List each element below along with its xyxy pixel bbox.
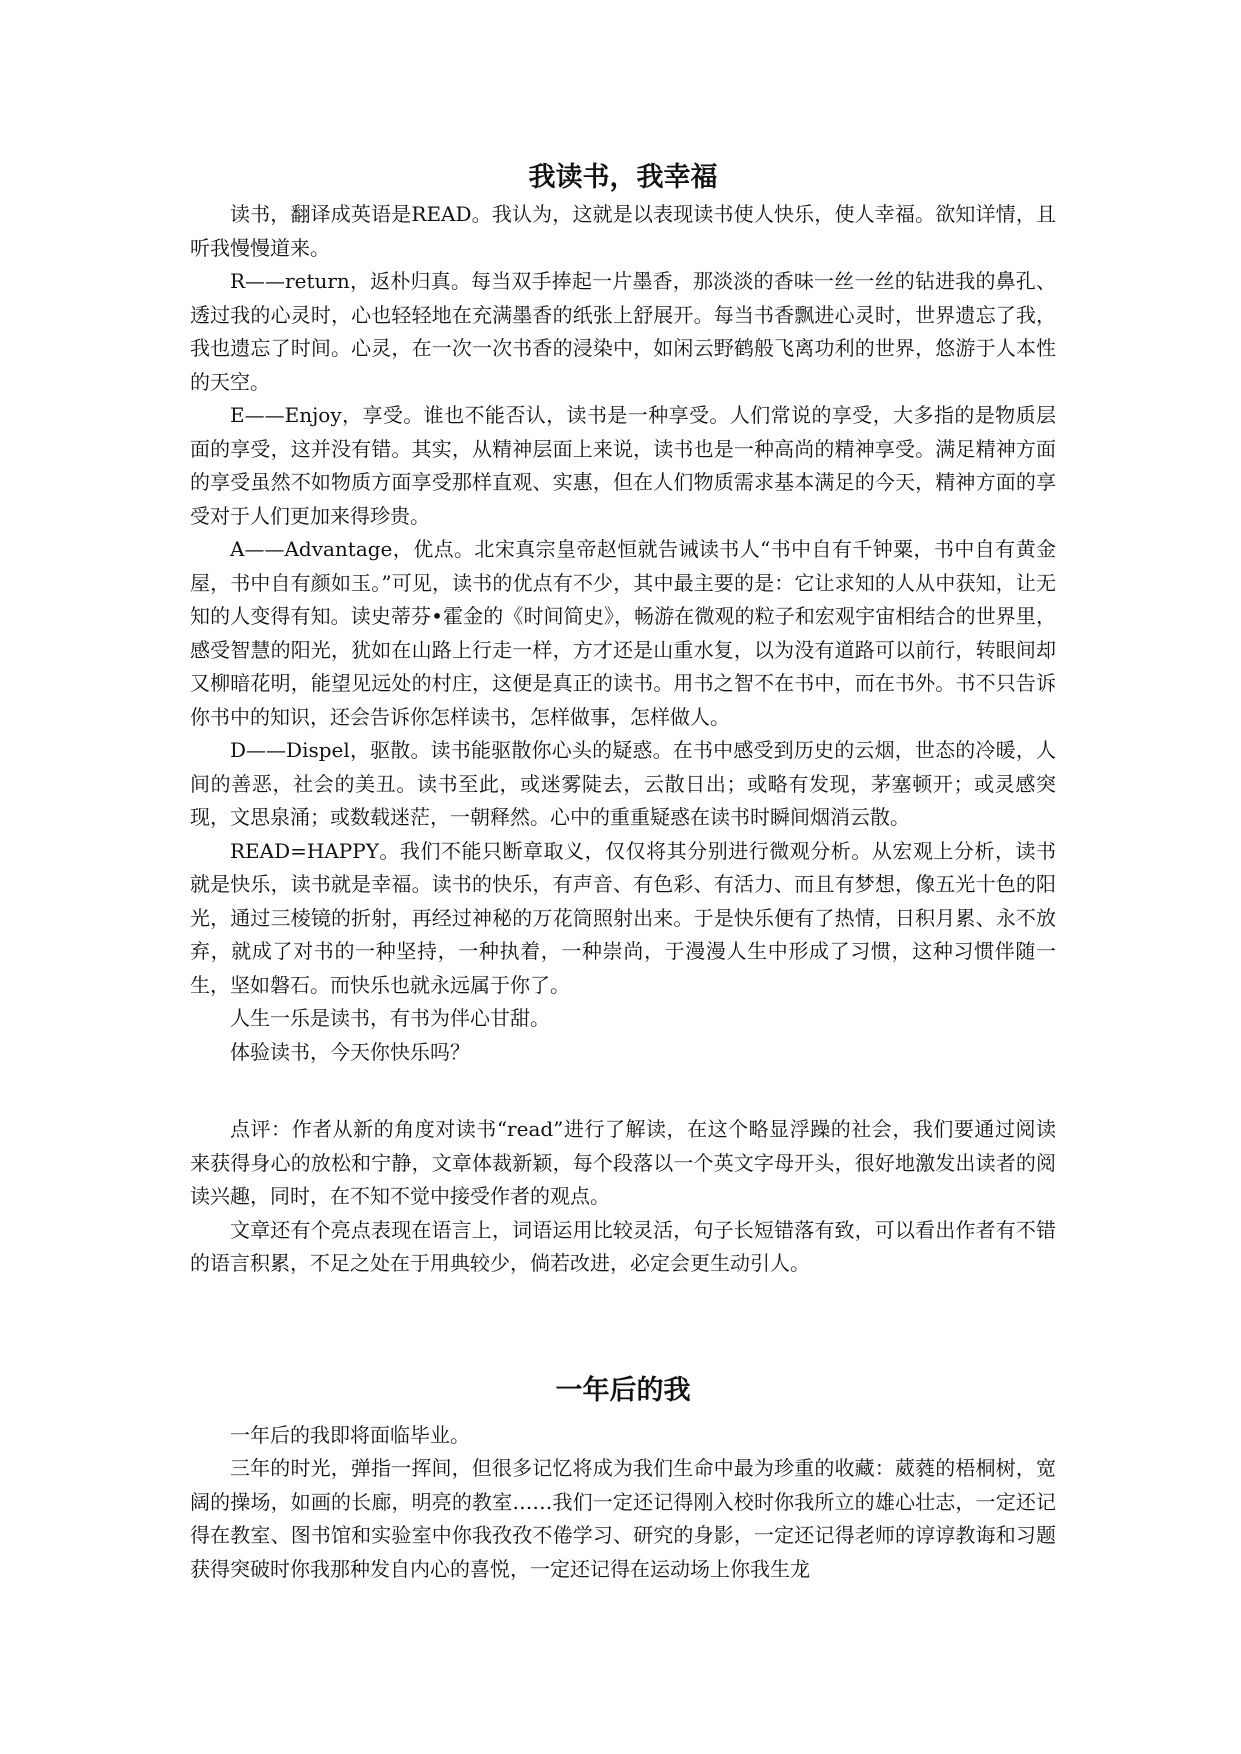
comment-paragraph: 文章还有个亮点表现在语言上，词语运用比较灵活，句子长短错落有致，可以看出作者有不错的语言积累，不足之处在于用典较少，倘若改进，必定会更生动引人。 — [190, 1217, 1056, 1275]
blank-space — [190, 1069, 1056, 1113]
blank-space — [190, 1287, 1056, 1371]
paragraph: 人生一乐是读书，有书为伴心甘甜。 — [230, 1006, 550, 1030]
paragraph: READ=HAPPY。我们不能只断章取义，仅仅将其分别进行微观分析。从宏观上分析，读书就是快乐，读书就是幸福。读书的快乐，有声音、有色彩、有活力、而且有梦想，像五光十色的阳光，通过三棱镜的折射，再经过神秘的万花筒照射出来。于是快乐便有了热情，日积月累、永不放弃，就成了对书的一种坚持，一种执着，一种崇尚，于漫漫人生中形成了习惯，这种习惯伴随一生，坚如磐石。而快乐也就永远属于你了。 — [190, 838, 1056, 997]
article-title: 一年后的我 — [555, 1374, 691, 1406]
article-reading-happiness — [190, 158, 1056, 1281]
paragraph: E——Enjoy，享受。谁也不能否认，读书是一种享受。人们常说的享受，大多指的是物质层面的享受，这并没有错。其实，从精神层面上来说，读书也是一种高尚的精神享受。满足精神方面的享受虽然不如物质方面享受那样直观、实惠，但在人们物质需求基本满足的今天，精神方面的享受对于人们更加来得珍贵。 — [190, 403, 1056, 528]
paragraph: R——return，返朴归真。每当双手捧起一片墨香，那淡淡的香味一丝一丝的钻进我的鼻孔、透过我的心灵时，心也轻轻地在充满墨香的纸张上舒展开。每当书香飘进心灵时，世界遗忘了我，我也遗忘了时间。心灵，在一次一次书香的浸染中，如闲云野鹤般飞离功利的世界，悠游于人本性的天空。 — [190, 269, 1056, 394]
paragraph: A——Advantage，优点。北宋真宗皇帝赵恒就告诫读书人“书中自有千钟粟，书中自有黄金屋，书中自有颜如玉。”可见，读书的优点有不少，其中最主要的是：它让求知的人从中获知，让无知的人变得有知。读史蒂芬•霍金的《时间简史》，畅游在微观的粒子和宏观宇宙相结合的世界里，感受智慧的阳光，犹如在山路上行走一样，方才还是山重水复，以为没有道路可以前行，转眼间却又柳暗花明，能望见远处的村庄，这便是真正的读书。用书之智不在书中，而在书外。书不只告诉你书中的知识，还会告诉你怎样读书，怎样做事，怎样做人。 — [190, 537, 1056, 729]
paragraph: 读书，翻译成英语是READ。我认为，这就是以表现读书使人快乐，使人幸福。欲知详情，且听我慢慢道来。 — [190, 202, 1056, 260]
document-page — [190, 158, 1056, 1586]
paragraph: 一年后的我即将面临毕业。 — [230, 1422, 470, 1447]
paragraph: 体验读书，今天你快乐吗？ — [230, 1039, 470, 1064]
article-one-year-later — [190, 1371, 1056, 1587]
article-title: 我读书，我幸福 — [528, 162, 718, 193]
paragraph: D——Dispel，驱散。读书能驱散你心头的疑惑。在书中感受到历史的云烟，世态的冷暖，人间的善恶，社会的美丑。读书至此，或迷雾陡去，云散日出；或略有发现，茅塞顿开；或灵感突现，文思泉涌；或数载迷茫，一朝释然。心中的重重疑惑在读书时瞬间烟消云散。 — [190, 738, 1056, 829]
paragraph: 三年的时光，弹指一挥间，但很多记忆将成为我们生命中最为珍重的收藏：葳蕤的梧桐树，宽阔的操场，如画的长廊，明亮的教室……我们一定还记得刚入校时你我所立的雄心壮志，一定还记得在教室、图书馆和实验室中你我孜孜不倦学习、研究的身影，一定还记得老师的谆谆教诲和习题获得突破时你我那种发自内心的喜悦，一定还记得在运动场上你我生龙 — [190, 1456, 1056, 1581]
comment-paragraph: 点评：作者从新的角度对读书“read”进行了解读，在这个略显浮躁的社会，我们要通过阅读来获得身心的放松和宁静，文章体裁新颖，每个段落以一个英文字母开头，很好地激发出读者的阅读兴趣，同时，在不知不觉中接受作者的观点。 — [190, 1117, 1056, 1208]
